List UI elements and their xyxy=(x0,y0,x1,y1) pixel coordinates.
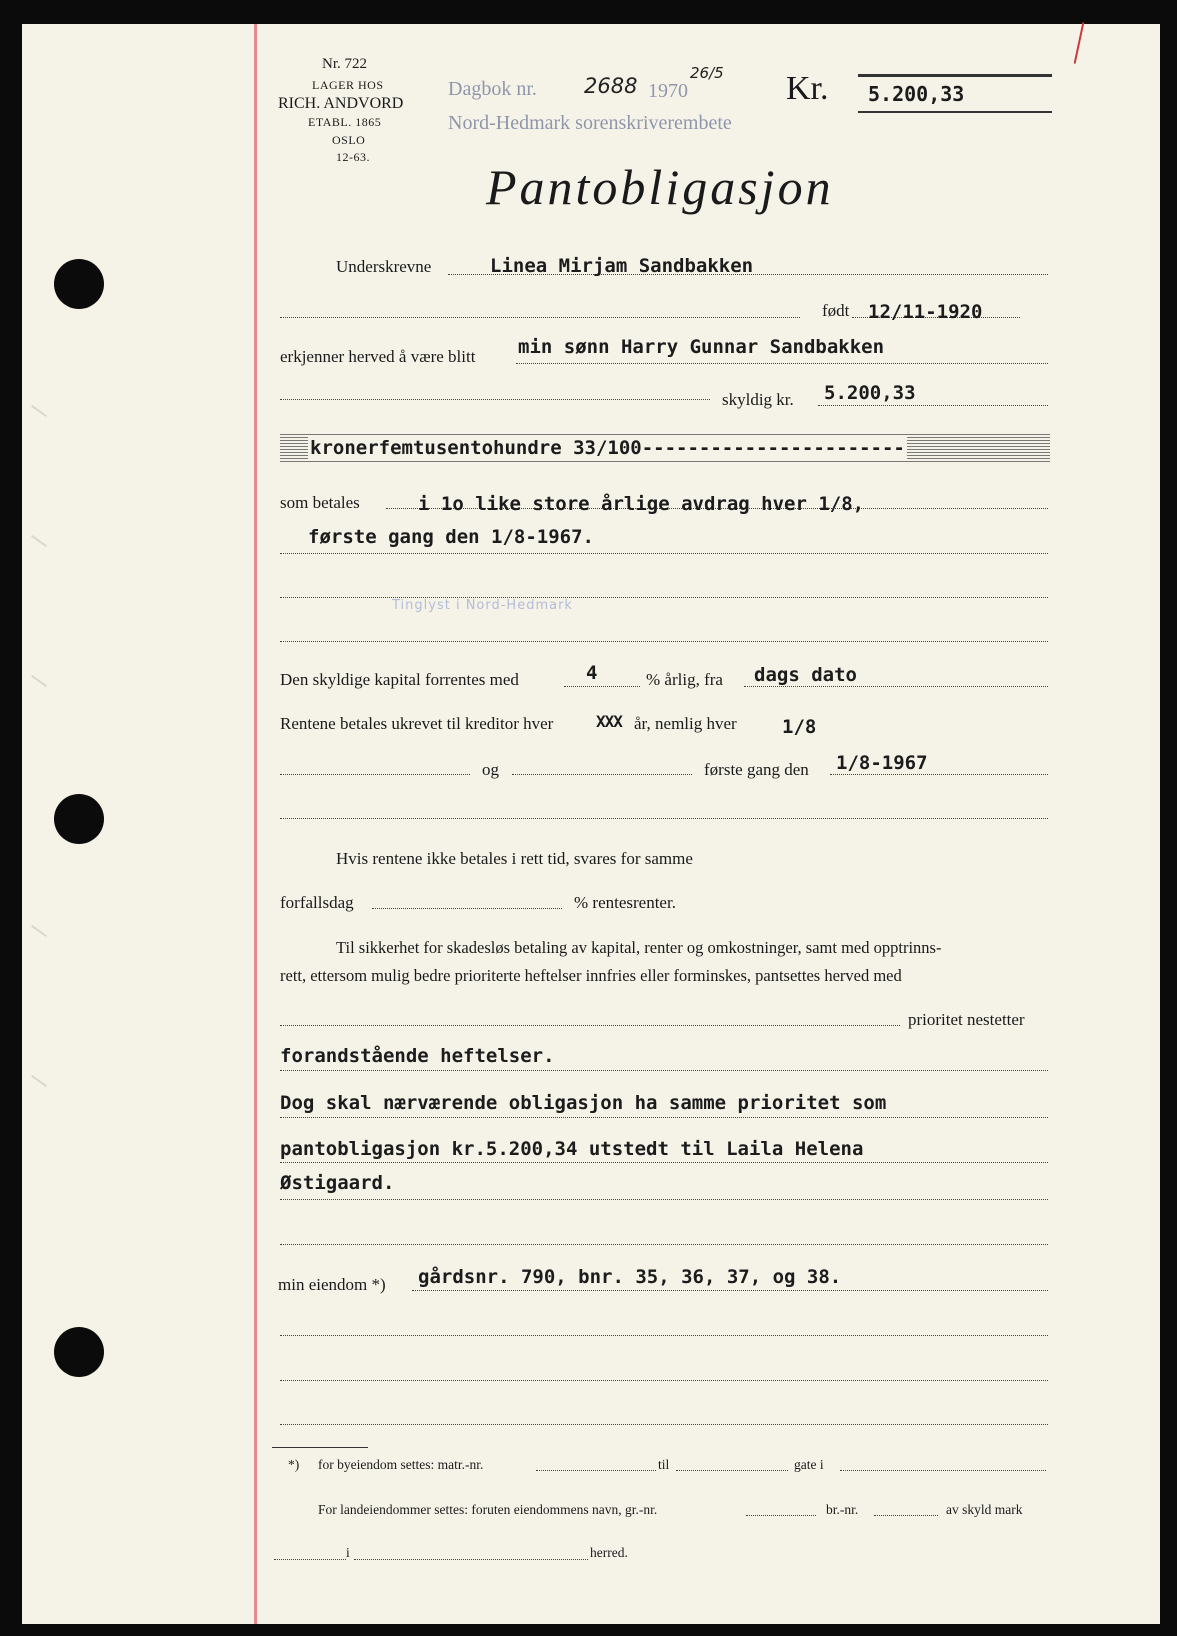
erkjenner-label: erkjenner herved å være blitt xyxy=(280,347,476,366)
footnote-bnr: br.-nr. xyxy=(826,1502,859,1517)
kr-label: Kr. xyxy=(786,70,829,107)
dotted-line xyxy=(516,363,1048,364)
dotted-line xyxy=(280,1162,1048,1163)
printer-name: RICH. ANDVORD xyxy=(278,95,404,112)
underskrevne-value: Linea Mirjam Sandbakken xyxy=(490,255,754,277)
punch-hole-middle xyxy=(54,794,104,844)
prioritet-line3: pantobligasjon kr.5.200,34 utstedt til Laila Helena xyxy=(280,1138,864,1160)
hvis-text: Hvis rentene ikke betales i rett tid, svares for samme xyxy=(336,849,693,868)
dotted-line xyxy=(280,818,1048,819)
prioritet-line2: Dog skal nærværende obligasjon ha samme prioritet som xyxy=(280,1092,887,1114)
dotted-line xyxy=(280,1335,1048,1336)
dotted-line xyxy=(280,1025,900,1026)
prioritet-line4: Østigaard. xyxy=(280,1172,395,1194)
dotted-line xyxy=(874,1515,938,1516)
rente-value: 4 xyxy=(586,662,598,684)
dotted-line xyxy=(280,553,1048,554)
dagbok-year: 1970 xyxy=(648,80,688,102)
forste-gang-label: første gang den xyxy=(704,760,809,779)
footnote-star: *) xyxy=(288,1457,300,1472)
dotted-line xyxy=(280,1424,1048,1425)
fodt-label: født xyxy=(822,301,850,320)
document-title: Pantobligasjon xyxy=(486,159,834,215)
eiendom-value: gårdsnr. 790, bnr. 35, 36, 37, og 38. xyxy=(418,1266,842,1288)
footnote-landeiendom: For landeiendommer settes: foruten eiendommens navn, gr.-nr. xyxy=(318,1502,658,1517)
dotted-line xyxy=(280,1380,1048,1381)
dotted-line xyxy=(280,1070,1048,1071)
dotted-line xyxy=(676,1470,788,1471)
dotted-line xyxy=(830,774,1048,775)
dotted-line xyxy=(280,317,800,318)
dotted-line xyxy=(280,774,470,775)
dotted-line xyxy=(354,1559,588,1560)
fodt-value: 12/11-1920 xyxy=(868,301,983,323)
footnote-rule xyxy=(272,1447,368,1448)
eiendom-label: min eiendom *) xyxy=(278,1275,386,1294)
dotted-line xyxy=(280,641,1048,642)
erkjenner-value: min sønn Harry Gunnar Sandbakken xyxy=(518,336,885,358)
renter-label-b: år, nemlig hver xyxy=(634,714,737,733)
printer-city: OSLO xyxy=(332,133,366,147)
amount-words: kronerfemtusentohundre 33/100----------------------- xyxy=(310,437,905,459)
printer-date: 12-63. xyxy=(336,150,370,164)
office-stamp: Nord-Hedmark sorenskriverembete xyxy=(448,112,732,134)
faint-stamp: Tinglyst i Nord-Hedmark xyxy=(392,598,573,613)
sikkerhet-line2: rett, ettersom mulig bedre prioriterte heftelser innfries eller forminskes, pantsettes herved med xyxy=(280,966,902,985)
skyldig-value: 5.200,33 xyxy=(824,382,916,404)
dotted-line xyxy=(274,1559,346,1560)
dotted-line xyxy=(818,405,1048,406)
dotted-line xyxy=(746,1515,816,1516)
renter-label-a: Rentene betales ukrevet til kreditor hver xyxy=(280,714,554,733)
prioritet-label: prioritet nestetter xyxy=(908,1010,1025,1029)
dotted-line xyxy=(372,908,562,909)
dagbok-date: 26/5 xyxy=(690,64,724,82)
footnote-skyld: av skyld mark xyxy=(946,1502,1023,1517)
printer-etabl: ETABL. 1865 xyxy=(308,115,382,129)
som-betales-line1: i 1o like store årlige avdrag hver 1/8, xyxy=(418,493,865,515)
dotted-line xyxy=(840,1470,1046,1471)
sikkerhet-line1: Til sikkerhet for skadesløs betaling av kapital, renter og omkostninger, samt med opptrinns- xyxy=(336,938,942,957)
rente-prefix: Den skyldige kapital forrentes med xyxy=(280,670,519,689)
printer-lager: LAGER HOS xyxy=(312,78,384,92)
dotted-line xyxy=(280,399,710,400)
som-betales-line2: første gang den 1/8-1967. xyxy=(308,526,594,548)
dotted-line xyxy=(280,1244,1048,1245)
footnote-herred: herred. xyxy=(590,1545,628,1560)
footnote-i: i xyxy=(346,1545,350,1560)
dotted-line xyxy=(280,1199,1048,1200)
punch-hole-top xyxy=(54,259,104,309)
dotted-line xyxy=(280,1117,1048,1118)
renter-value: 1/8 xyxy=(782,716,817,738)
footnote-byeiendom: for byeiendom settes: matr.-nr. xyxy=(318,1457,484,1472)
forfallsdag-label: forfallsdag xyxy=(280,893,354,912)
dotted-line xyxy=(512,774,692,775)
prioritet-line1: forandstående heftelser. xyxy=(280,1045,555,1067)
renter-struck: XXX xyxy=(596,712,622,731)
red-margin-line xyxy=(254,24,257,1624)
og-label: og xyxy=(482,760,499,779)
dotted-line xyxy=(744,686,1048,687)
skyldig-label: skyldig kr. xyxy=(722,390,794,409)
dotted-line xyxy=(412,1290,1048,1291)
rente-suffix: % årlig, fra xyxy=(646,670,723,689)
dotted-line xyxy=(564,686,640,687)
printer-nr: Nr. 722 xyxy=(322,56,367,72)
punch-hole-bottom xyxy=(54,1327,104,1377)
underskrevne-label: Underskrevne xyxy=(336,257,432,276)
som-betales-label: som betales xyxy=(280,493,360,512)
rentesrenter-label: % rentesrenter. xyxy=(574,893,676,912)
forste-gang-value: 1/8-1967 xyxy=(836,752,928,774)
footnote-til: til xyxy=(658,1457,670,1472)
dagbok-number: 2688 xyxy=(584,74,638,98)
dotted-line xyxy=(536,1470,656,1471)
footnote-gate: gate i xyxy=(794,1457,824,1472)
dagbok-label: Dagbok nr. xyxy=(448,78,537,100)
rente-from: dags dato xyxy=(754,664,857,686)
header-amount: 5.200,33 xyxy=(868,82,965,106)
